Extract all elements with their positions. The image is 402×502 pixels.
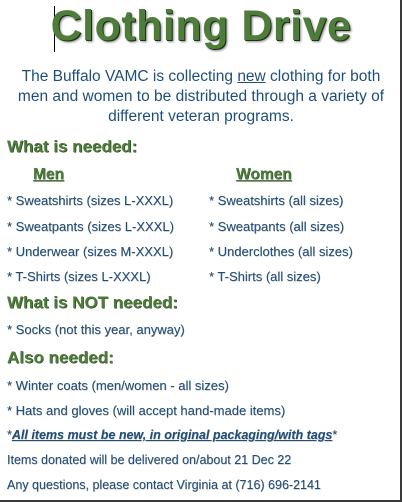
also-needed-heading: Also needed: xyxy=(7,348,114,367)
intro-paragraph xyxy=(6,67,396,127)
women-item: * T-Shirts (all sizes) xyxy=(209,269,321,284)
contact-note: Any questions, please contact Virginia at (716) 696-2141 xyxy=(7,478,321,492)
requirement-prefix: * xyxy=(7,428,12,442)
also-needed-item: * Winter coats (men/women - all sizes) xyxy=(7,378,229,393)
women-item: * Sweatpants (all sizes) xyxy=(209,219,345,234)
women-column-heading: Women xyxy=(236,166,292,183)
women-item: * Sweatshirts (all sizes) xyxy=(209,193,344,208)
men-item: * Sweatshirts (sizes L-XXXL) xyxy=(7,193,174,208)
also-needed-item: * Hats and gloves (will accept hand-made items) xyxy=(7,403,286,418)
requirement-text: All items must be new, in original packaging/with tags xyxy=(11,428,333,442)
packaging-requirement xyxy=(7,428,337,442)
women-item: * Underclothes (all sizes) xyxy=(209,244,353,259)
intro-emphasis-new: new xyxy=(237,68,266,85)
what-is-needed-heading: What is needed: xyxy=(7,137,138,156)
men-item: * Sweatpants (sizes L-XXXL) xyxy=(7,219,174,234)
what-is-not-needed-heading: What is NOT needed: xyxy=(7,293,178,312)
requirement-suffix: * xyxy=(332,428,338,442)
flyer-title: Clothing Drive xyxy=(50,2,352,50)
intro-text-start: The Buffalo VAMC is collecting xyxy=(21,68,238,85)
delivery-note: Items donated will be delivered on/about 21 Dec 22 xyxy=(7,453,292,467)
men-item: * Underwear (sizes M-XXXL) xyxy=(7,244,174,259)
men-item: * T-Shirts (sizes L-XXXL) xyxy=(7,269,151,284)
not-needed-item: * Socks (not this year, anyway) xyxy=(7,322,185,337)
intro-text-end: clothing for both men and women to be distributed through a variety of different veteran programs. xyxy=(17,68,385,125)
men-column-heading: Men xyxy=(33,166,64,183)
